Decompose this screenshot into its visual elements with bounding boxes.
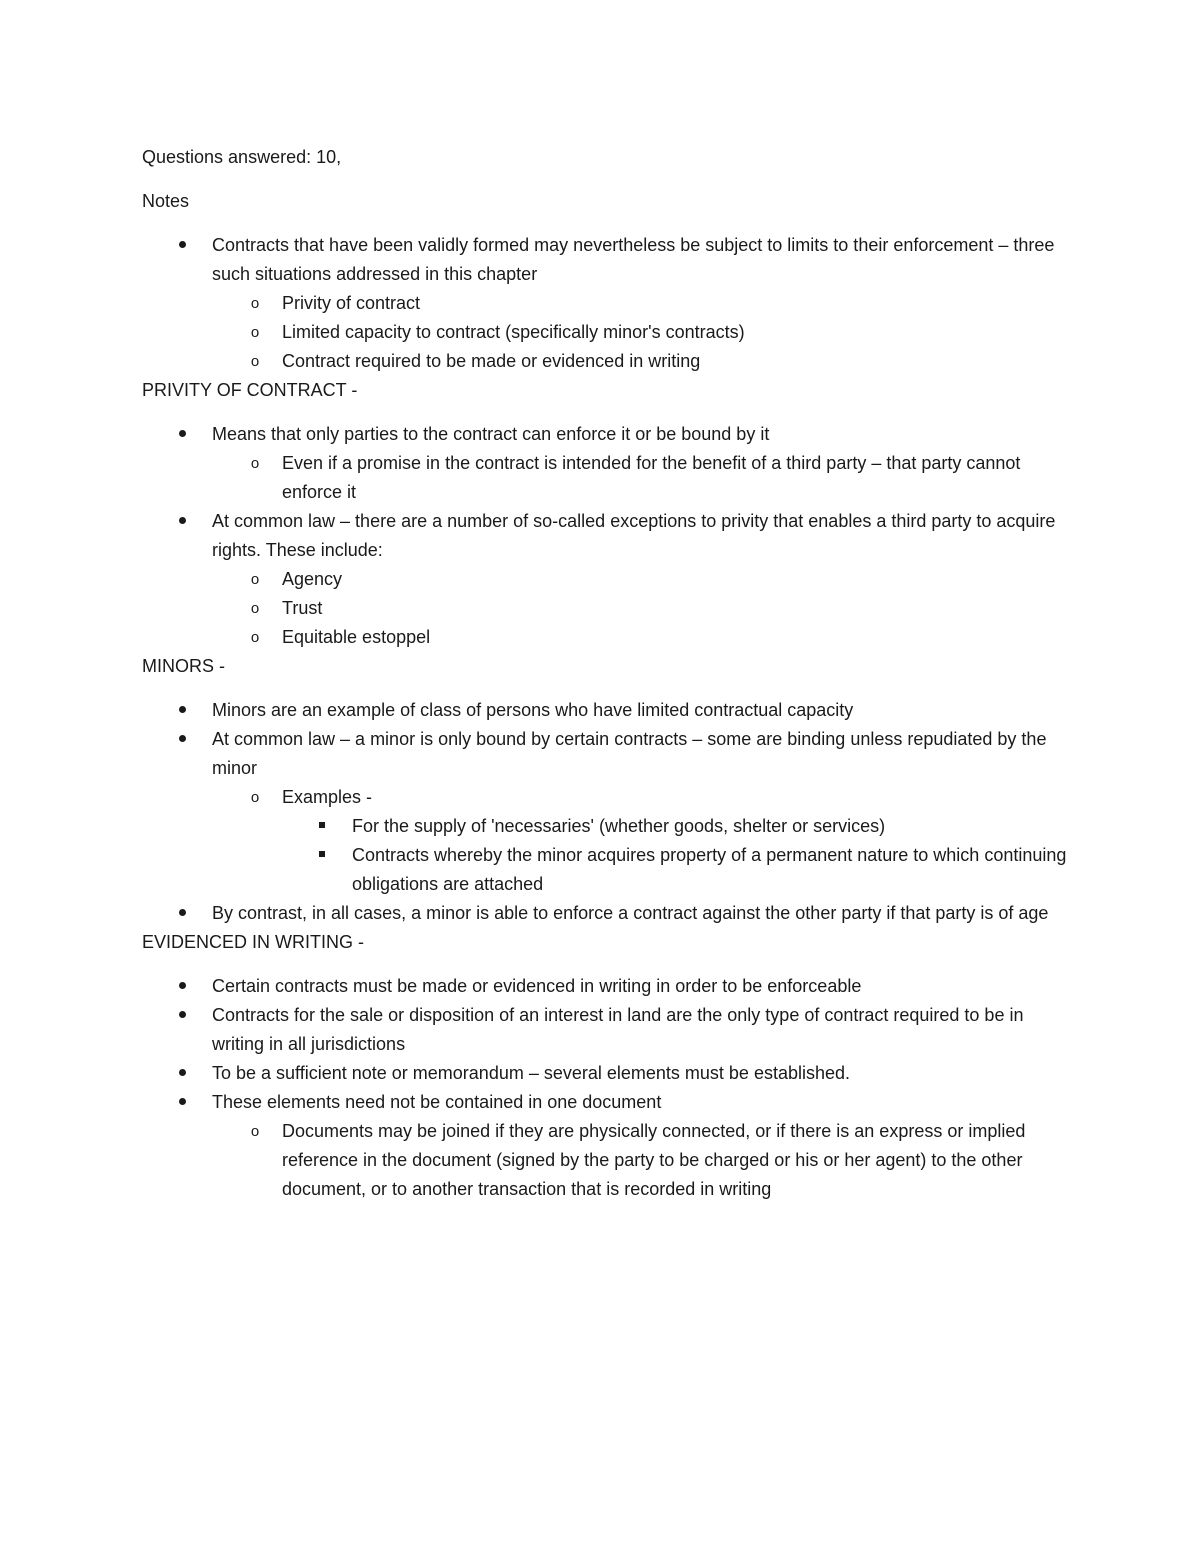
list-item <box>142 1001 1072 1059</box>
list-item <box>212 565 1072 594</box>
list-item <box>142 1088 1072 1204</box>
list-item <box>212 623 1072 652</box>
privity-sublist <box>212 449 1072 507</box>
bullet-icon <box>172 1001 192 1030</box>
list-item <box>282 841 1072 899</box>
list-item <box>212 318 1072 347</box>
minors-bullet-text: By contrast, in all cases, a minor is able to enforce a contract against the other party if that party is of age <box>212 903 1049 923</box>
writing-bullet-text: To be a sufficient note or memorandum – several elements must be established. <box>212 1063 851 1083</box>
minors-example-text: Contracts whereby the minor acquires property of a permanent nature to which continuing obligations are attached <box>352 845 1067 894</box>
bullet-icon <box>172 420 192 449</box>
minors-bullet-text: Minors are an example of class of persons who have limited contractual capacity <box>212 700 854 720</box>
list-item <box>282 812 1072 841</box>
intro-bullet-text: Contracts that have been validly formed may nevertheless be subject to limits to their enforcement – three such situations addressed in this chapter <box>212 235 1055 284</box>
document-page <box>142 143 1072 1204</box>
writing-sublist <box>212 1117 1072 1204</box>
bullet-icon <box>172 696 192 725</box>
writing-bullet-text: Contracts for the sale or disposition of an interest in land are the only type of contract required to be in writing in all jurisdictions <box>212 1005 1024 1054</box>
section-heading-writing: EVIDENCED IN WRITING - <box>142 932 365 952</box>
list-item <box>142 420 1072 507</box>
list-item <box>212 783 1072 899</box>
intro-sub-text: Privity of contract <box>282 293 421 313</box>
circle-bullet-icon: o <box>250 600 260 617</box>
list-item <box>142 231 1072 376</box>
list-item <box>142 1059 1072 1088</box>
bullet-icon <box>172 231 192 260</box>
intro-sub-text: Contract required to be made or evidenced in writing <box>282 351 701 371</box>
list-item <box>212 289 1072 318</box>
list-item <box>142 899 1072 928</box>
privity-bullet-text: At common law – there are a number of so-called exceptions to privity that enables a third party to acquire rights. These include: <box>212 511 1056 560</box>
circle-bullet-icon: o <box>250 295 260 312</box>
list-item <box>212 1117 1072 1204</box>
minors-example-text: For the supply of 'necessaries' (whether goods, shelter or services) <box>352 816 886 836</box>
bullet-icon <box>172 725 192 754</box>
list-item <box>212 449 1072 507</box>
section-heading-privity: PRIVITY OF CONTRACT - <box>142 380 358 400</box>
privity-exceptions-list <box>212 565 1072 652</box>
privity-sub-text: Even if a promise in the contract is intended for the benefit of a third party – that party cannot enforce it <box>282 453 1021 502</box>
writing-sub-text: Documents may be joined if they are physically connected, or if there is an express or implied reference in the document (signed by the party to be charged or his or her agent) to the other document, or to another transaction that is recorded in writing <box>282 1121 1026 1199</box>
minors-list <box>142 696 1072 928</box>
writing-bullet-text: These elements need not be contained in one document <box>212 1092 662 1112</box>
circle-bullet-icon: o <box>250 789 260 806</box>
questions-answered: Questions answered: 10, <box>142 147 342 167</box>
circle-bullet-icon: o <box>250 455 260 472</box>
minors-sub-text: Examples - <box>282 787 373 807</box>
bullet-icon <box>172 507 192 536</box>
square-bullet-icon <box>312 812 332 841</box>
minors-examples-list <box>282 812 1072 899</box>
circle-bullet-icon: o <box>250 324 260 341</box>
circle-bullet-icon: o <box>250 571 260 588</box>
privity-list <box>142 420 1072 652</box>
writing-bullet-text: Certain contracts must be made or evidenced in writing in order to be enforceable <box>212 976 862 996</box>
bullet-icon <box>172 1088 192 1117</box>
list-item <box>142 972 1072 1001</box>
square-bullet-icon <box>312 841 332 870</box>
intro-sublist <box>212 289 1072 376</box>
section-heading-minors: MINORS - <box>142 656 225 676</box>
privity-exception-text: Trust <box>282 598 323 618</box>
list-item <box>212 347 1072 376</box>
circle-bullet-icon: o <box>250 629 260 646</box>
privity-bullet-text: Means that only parties to the contract can enforce it or be bound by it <box>212 424 770 444</box>
privity-exception-text: Agency <box>282 569 343 589</box>
list-item <box>142 725 1072 899</box>
notes-label: Notes <box>142 191 190 211</box>
minors-bullet-text: At common law – a minor is only bound by certain contracts – some are binding unless repudiated by the minor <box>212 729 1047 778</box>
bullet-icon <box>172 1059 192 1088</box>
bullet-icon <box>172 899 192 928</box>
circle-bullet-icon: o <box>250 353 260 370</box>
list-item <box>142 507 1072 652</box>
writing-list <box>142 972 1072 1204</box>
list-item <box>212 594 1072 623</box>
circle-bullet-icon: o <box>250 1123 260 1140</box>
intro-list <box>142 231 1072 376</box>
minors-sublist <box>212 783 1072 899</box>
privity-exception-text: Equitable estoppel <box>282 627 431 647</box>
bullet-icon <box>172 972 192 1001</box>
intro-sub-text: Limited capacity to contract (specifically minor's contracts) <box>282 322 745 342</box>
list-item <box>142 696 1072 725</box>
